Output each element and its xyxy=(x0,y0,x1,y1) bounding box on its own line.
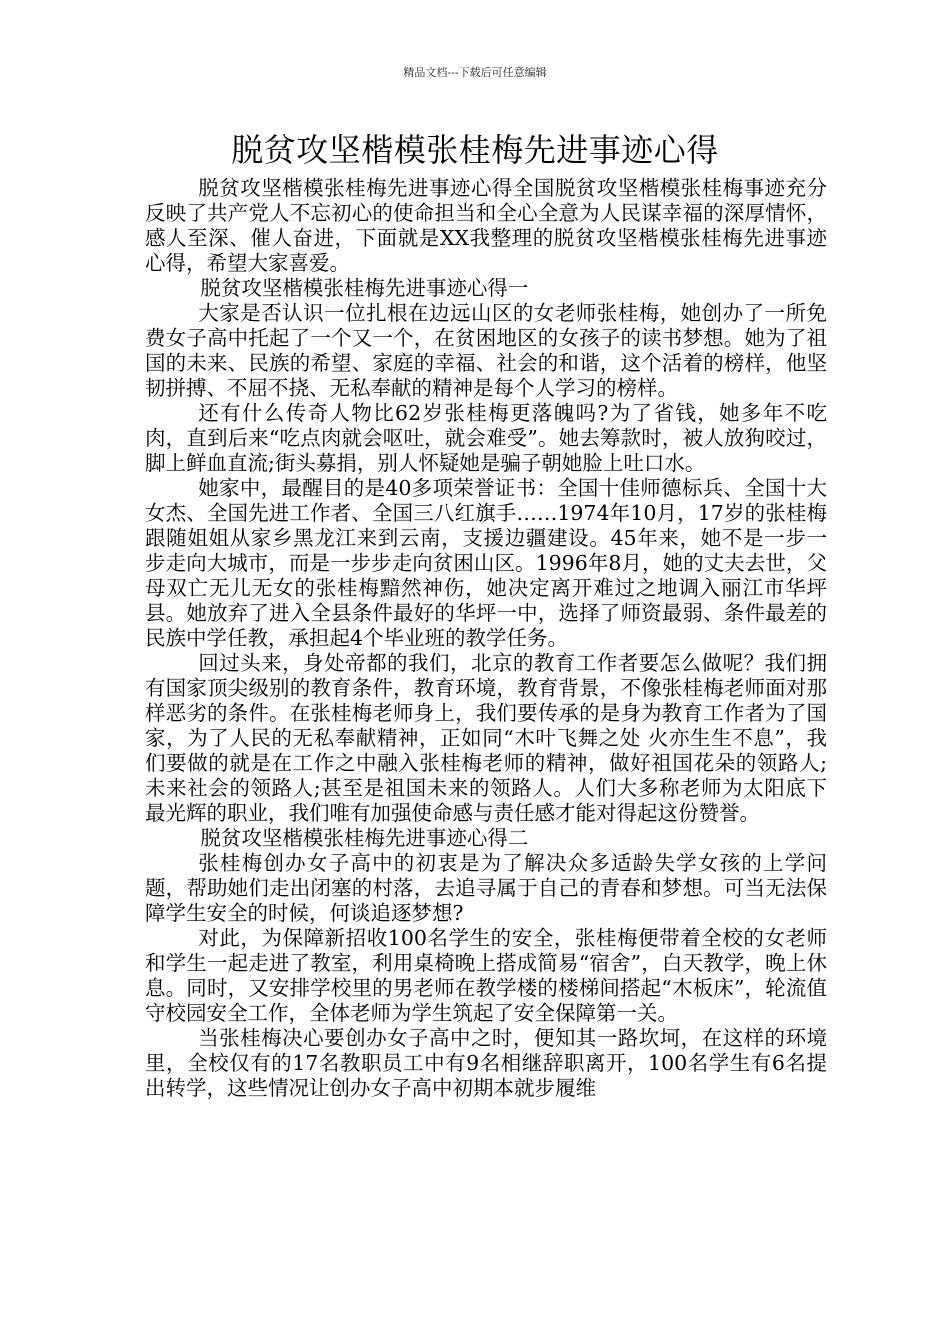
paragraph: 当张桂梅决心要创办女子高中之时，便知其一路坎坷，在这样的环境里，全校仅有的17名教职员工中有9名相继辞职离开，100名学生有6名提出转学，这些情况让创办女子高中初期本就步履维 xyxy=(145,1026,827,1100)
paragraph: 回过头来，身处帝都的我们，北京的教育工作者要怎么做呢？我们拥有国家顶尖级别的教育条件，教育环境，教育背景，不像张桂梅老师面对那样恶劣的条件。在张桂梅老师身上，我们要传承的是身为教育工作者为了国家，为了人民的无私奉献精神，正如同“木叶飞舞之处 火亦生生不息”，我们要做的就是在工作之中融入张桂梅老师的精神，做好祖国花朵的领路人;未来社会的领路人;甚至是祖国未来的领路人。人们大多称老师为太阳底下最光辉的职业，我们唯有加强使命感与责任感才能对得起这份赞誉。 xyxy=(145,651,827,825)
paragraph: 大家是否认识一位扎根在边远山区的女老师张桂梅，她创办了一所免费女子高中托起了一个又一个，在贫困地区的女孩子的读书梦想。她为了祖国的未来、民族的希望、家庭的幸福、社会的和谐，这个活着的榜样，他坚韧拼搏、不屈不挠、无私奉献的精神是每个人学习的榜样。 xyxy=(145,301,827,400)
section-heading-1: 脱贫攻坚楷模张桂梅先进事迹心得一 xyxy=(200,276,529,300)
paragraph: 张桂梅创办女子高中的初衷是为了解决众多适龄失学女孩的上学问题，帮助她们走出闭塞的村落，去追寻属于自己的青春和梦想。可当无法保障学生安全的时候，何谈追逐梦想? xyxy=(145,851,827,925)
paragraph-intro: 脱贫攻坚楷模张桂梅先进事迹心得全国脱贫攻坚楷模张桂梅事迹充分反映了共产党人不忘初心的使命担当和全心全意为人民谋幸福的深厚情怀，感人至深、催人奋进，下面就是XX我整理的脱贫攻坚楷模张桂梅先进事迹心得，希望大家喜爱。 xyxy=(145,176,827,275)
paragraph: 还有什么传奇人物比62岁张桂梅更落魄吗?为了省钱，她多年不吃肉，直到后来“吃点肉就会呕吐，就会难受”。她去筹款时，被人放狗咬过，脚上鲜血直流;街头募捐，别人怀疑她是骗子朝她脸上吐口水。 xyxy=(145,401,827,475)
paragraph: 她家中，最醒目的是40多项荣誉证书：全国十佳师德标兵、全国十大女杰、全国先进工作者、全国三八红旗手……1974年10月，17岁的张桂梅跟随姐姐从家乡黑龙江来到云南，支援边疆建设。45年来，她不是一步一步走向大城市，而是一步步走向贫困山区。1996年8月，她的丈夫去世，父母双亡无儿无女的张桂梅黯然神伤，她决定离开难过之地调入丽江市华坪县。她放弃了进入全县条件最好的华坪一中，选择了师资最弱、条件最差的民族中学任教，承担起4个毕业班的教学任务。 xyxy=(145,476,827,650)
paragraph: 对此，为保障新招收100名学生的安全，张桂梅便带着全校的女老师和学生一起走进了教室，利用桌椅晚上搭成简易“宿舍”，白天教学，晚上休息。同时，又安排学校里的男老师在教学楼的楼梯间搭起“木板床”，轮流值守校园安全工作，全体老师为学生筑起了安全保障第一关。 xyxy=(145,926,827,1025)
document-title: 脱贫攻坚楷模张桂梅先进事迹心得 xyxy=(231,131,719,169)
header-note: 精品文档---下载后可任意编辑 xyxy=(403,66,547,79)
document-body xyxy=(145,176,827,1101)
section-heading-2: 脱贫攻坚楷模张桂梅先进事迹心得二 xyxy=(200,826,529,850)
